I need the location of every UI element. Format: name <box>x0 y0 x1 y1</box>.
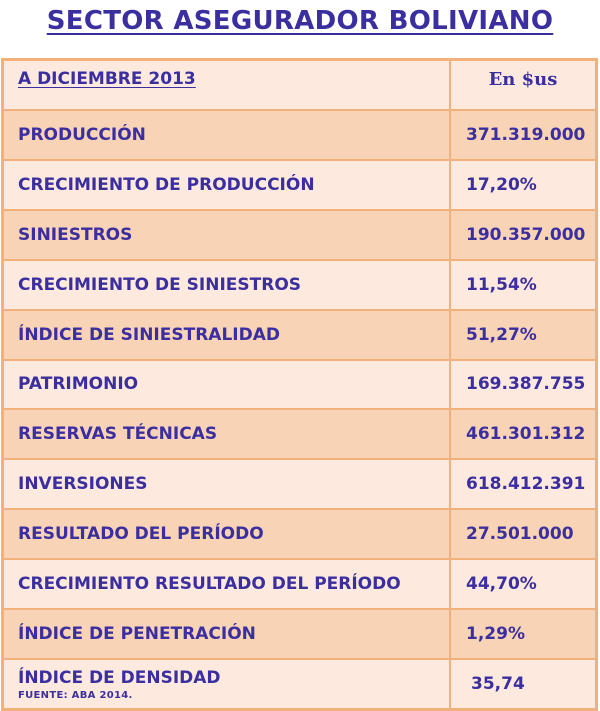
table-row <box>4 211 595 261</box>
row-label: CRECIMIENTO RESULTADO DEL PERÍODO <box>4 560 451 608</box>
row-label: CRECIMIENTO DE SINIESTROS <box>4 261 451 309</box>
row-value: 11,54% <box>466 274 537 295</box>
row-value: 1,29% <box>466 624 525 645</box>
row-value: 27.501.000 <box>466 524 574 545</box>
table-row <box>4 610 595 660</box>
row-label: PRODUCCIÓN <box>4 111 451 159</box>
source-note: FUENTE: ABA 2014. <box>18 689 133 701</box>
row-value: 17,20% <box>466 174 537 195</box>
row-value: 35,74 <box>471 674 525 695</box>
table-row <box>4 460 595 510</box>
row-value: 44,70% <box>466 574 537 595</box>
row-value: 169.387.755 <box>466 374 586 395</box>
page-title: SECTOR ASEGURADOR BOLIVIANO <box>46 6 554 36</box>
row-value: 371.319.000 <box>466 124 586 145</box>
unit-header: En $us <box>488 69 558 90</box>
table-row <box>4 510 595 560</box>
statistics-table <box>1 58 598 711</box>
table-row <box>4 660 595 708</box>
table-row <box>4 111 595 161</box>
table-row <box>4 361 595 411</box>
table-row <box>4 161 595 211</box>
row-label: INVERSIONES <box>4 460 451 508</box>
table-row <box>4 560 595 610</box>
row-value: 51,27% <box>466 324 537 345</box>
row-label: ÍNDICE DE PENETRACIÓN <box>4 610 451 658</box>
row-label-with-source <box>4 660 451 708</box>
period-header: A DICIEMBRE 2013 <box>4 61 451 109</box>
table-row <box>4 410 595 460</box>
row-label: CRECIMIENTO DE PRODUCCIÓN <box>4 161 451 209</box>
table-row <box>4 311 595 361</box>
row-label: SINIESTROS <box>4 211 451 259</box>
row-label: PATRIMONIO <box>4 361 451 409</box>
row-label: ÍNDICE DE DENSIDAD <box>18 667 221 688</box>
table-header-row <box>4 61 595 111</box>
row-label: RESULTADO DEL PERÍODO <box>4 510 451 558</box>
row-value: 190.357.000 <box>466 224 586 245</box>
row-value: 618.412.391 <box>466 474 586 495</box>
row-value: 461.301.312 <box>466 424 586 445</box>
row-label: RESERVAS TÉCNICAS <box>4 410 451 458</box>
table-row <box>4 261 595 311</box>
row-label: ÍNDICE DE SINIESTRALIDAD <box>4 311 451 359</box>
